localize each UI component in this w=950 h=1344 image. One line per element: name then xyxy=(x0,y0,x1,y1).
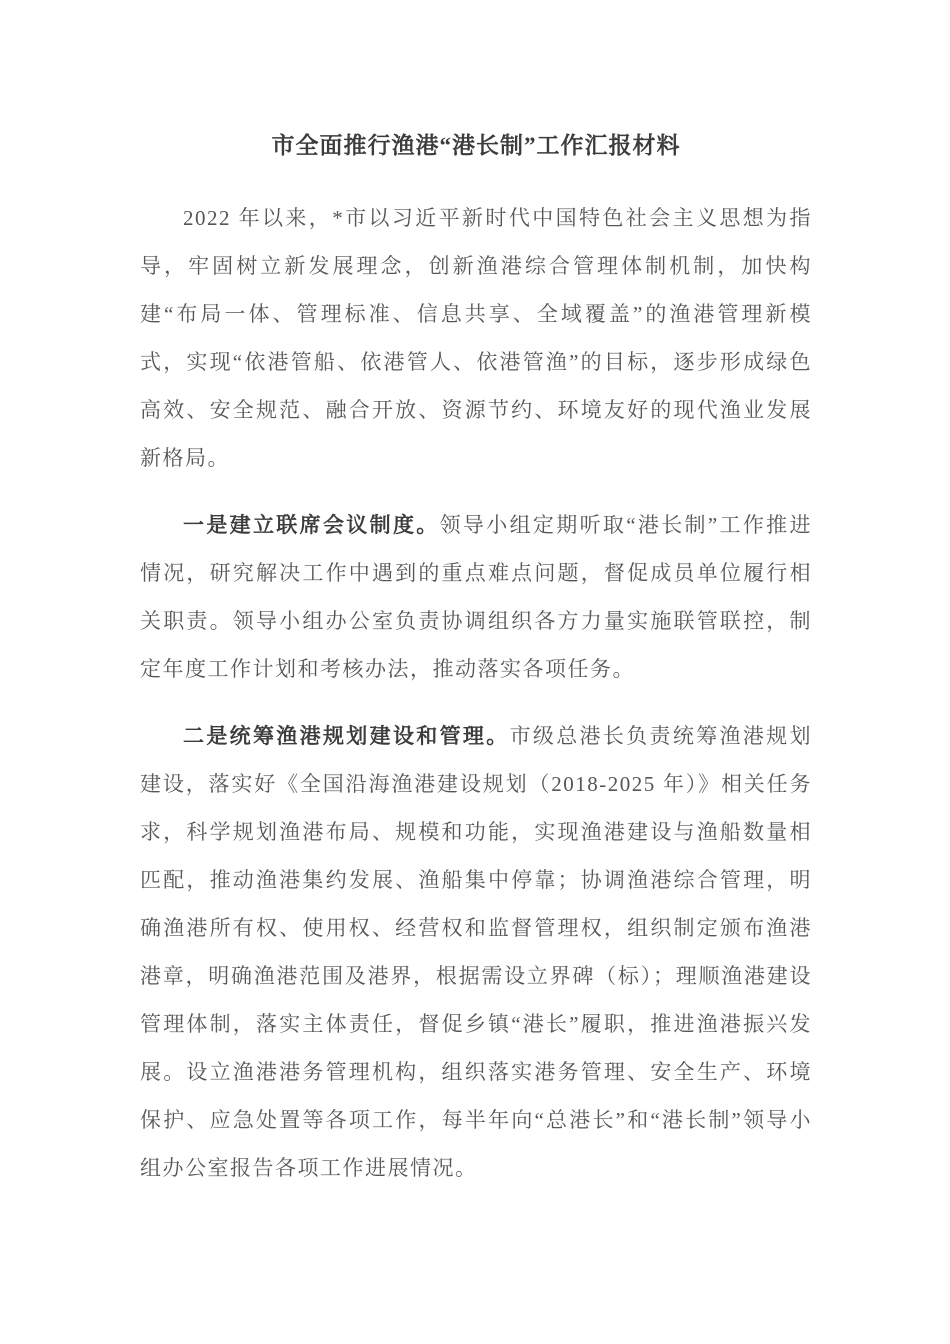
paragraph-point-2-lead: 二是统筹渔港规划建设和管理。 xyxy=(183,724,510,748)
paragraph-intro-text: 2022 年以来，*市以习近平新时代中国特色社会主义思想为指导，牢固树立新发展理念，创新渔港综合管理体制机制，加快构建“布局一体、管理标准、信息共享、全域覆盖”的渔港管理新模式，实现“依港管船、依港管人、依港管渔”的目标，逐步形成绿色高效、安全规范、融合开放、资源节约、环境友好的现代渔业发展新格局。 xyxy=(140,206,812,470)
paragraph-point-2-text: 市级总港长负责统筹渔港规划建设，落实好《全国沿海渔港建设规划（2018-2025 年）》相关任务求，科学规划渔港布局、规模和功能，实现渔港建设与渔船数量相匹配，推动渔港集约发展、渔船集中停靠；协调渔港综合管理，明确渔港所有权、使用权、经营权和监督管理权，组织制定颁布渔港港章，明确渔港范围及港界，根据需设立界碑（标）；理顺渔港建设管理体制，落实主体责任，督促乡镇“港长”履职，推进渔港振兴发展。设立渔港港务管理机构，组织落实港务管理、安全生产、环境保护、应急处置等各项工作，每半年向“总港长”和“港长制”领导小组办公室报告各项工作进展情况。 xyxy=(140,724,813,1180)
document-title: 市全面推行渔港“港长制”工作汇报材料 xyxy=(271,133,681,158)
paragraph-point-1-lead: 一是建立联席会议制度。 xyxy=(183,513,440,537)
document-content xyxy=(140,130,812,1192)
paragraph-point-1-text: 领导小组定期听取“港长制”工作推进情况，研究解决工作中遇到的重点难点问题，督促成员单位履行相关职责。领导小组办公室负责协调组织各方力量实施联管联控，制定年度工作计划和考核办法，推动落实各项任务。 xyxy=(140,513,812,681)
paragraph-point-2 xyxy=(140,712,812,1192)
paragraph-intro xyxy=(140,194,812,482)
paragraph-point-1 xyxy=(140,501,812,693)
